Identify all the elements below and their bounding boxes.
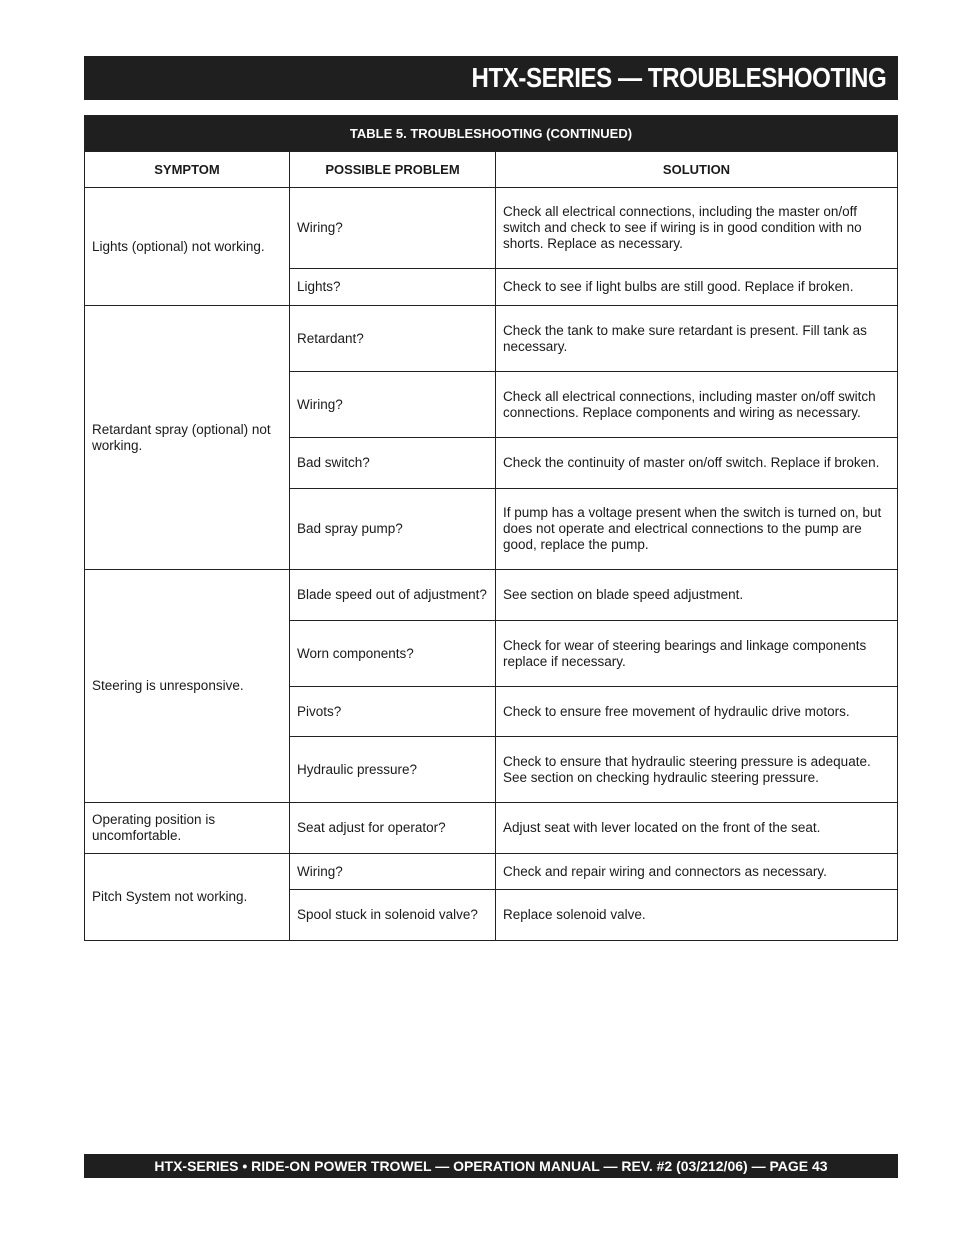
table-row [85, 570, 898, 621]
troubleshooting-table [84, 115, 898, 941]
problem-cell: Blade speed out of adjustment? [290, 570, 496, 621]
solution-cell: Check to ensure that hydraulic steering pressure is adequate. See section on checking hydraulic steering pressure. [496, 737, 898, 803]
problem-cell: Pivots? [290, 687, 496, 737]
symptom-cell: Pitch System not working. [85, 854, 290, 941]
symptom-cell: Steering is unresponsive. [85, 570, 290, 803]
problem-cell: Lights? [290, 269, 496, 306]
problem-cell: Wiring? [290, 188, 496, 269]
table-row [85, 803, 898, 854]
problem-cell: Worn components? [290, 621, 496, 687]
page-footer: HTX-SERIES • RIDE-ON POWER TROWEL — OPERATION MANUAL — REV. #2 (03/212/06) — PAGE 43 [154, 1158, 828, 1174]
solution-cell: Check to ensure free movement of hydraulic drive motors. [496, 687, 898, 737]
page-title: HTX-SERIES — TROUBLESHOOTING [471, 62, 886, 93]
table-row [85, 854, 898, 890]
problem-cell: Bad spray pump? [290, 489, 496, 570]
solution-cell: Adjust seat with lever located on the front of the seat. [496, 803, 898, 854]
table-row [85, 188, 898, 269]
column-header-possible-problem: POSSIBLE PROBLEM [290, 152, 496, 188]
column-header-solution: SOLUTION [496, 152, 898, 188]
problem-cell: Seat adjust for operator? [290, 803, 496, 854]
solution-cell: Check all electrical connections, including master on/off switch connections. Replace components and wiring as necessary. [496, 372, 898, 438]
table-caption-row [85, 116, 898, 152]
page-footer-bar [84, 1154, 898, 1178]
solution-cell: Check and repair wiring and connectors as necessary. [496, 854, 898, 890]
table-header-row [85, 152, 898, 188]
problem-cell: Wiring? [290, 854, 496, 890]
solution-cell: Check the continuity of master on/off switch. Replace if broken. [496, 438, 898, 489]
problem-cell: Spool stuck in solenoid valve? [290, 890, 496, 941]
symptom-cell: Retardant spray (optional) not working. [85, 306, 290, 570]
page-title-bar [84, 56, 898, 100]
solution-cell: Replace solenoid valve. [496, 890, 898, 941]
problem-cell: Bad switch? [290, 438, 496, 489]
solution-cell: If pump has a voltage present when the switch is turned on, but does not operate and electrical connections to the pump are good, replace the pump. [496, 489, 898, 570]
solution-cell: Check for wear of steering bearings and linkage components replace if necessary. [496, 621, 898, 687]
symptom-cell: Operating position is uncomfortable. [85, 803, 290, 854]
problem-cell: Retardant? [290, 306, 496, 372]
solution-cell: Check to see if light bulbs are still good. Replace if broken. [496, 269, 898, 306]
problem-cell: Hydraulic pressure? [290, 737, 496, 803]
table-caption: TABLE 5. TROUBLESHOOTING (CONTINUED) [85, 116, 898, 152]
solution-cell: See section on blade speed adjustment. [496, 570, 898, 621]
solution-cell: Check all electrical connections, including the master on/off switch and check to see if wiring is in good condition with no shorts. Replace as necessary. [496, 188, 898, 269]
solution-cell: Check the tank to make sure retardant is present. Fill tank as necessary. [496, 306, 898, 372]
table-row [85, 306, 898, 372]
column-header-symptom: SYMPTOM [85, 152, 290, 188]
symptom-cell: Lights (optional) not working. [85, 188, 290, 306]
problem-cell: Wiring? [290, 372, 496, 438]
